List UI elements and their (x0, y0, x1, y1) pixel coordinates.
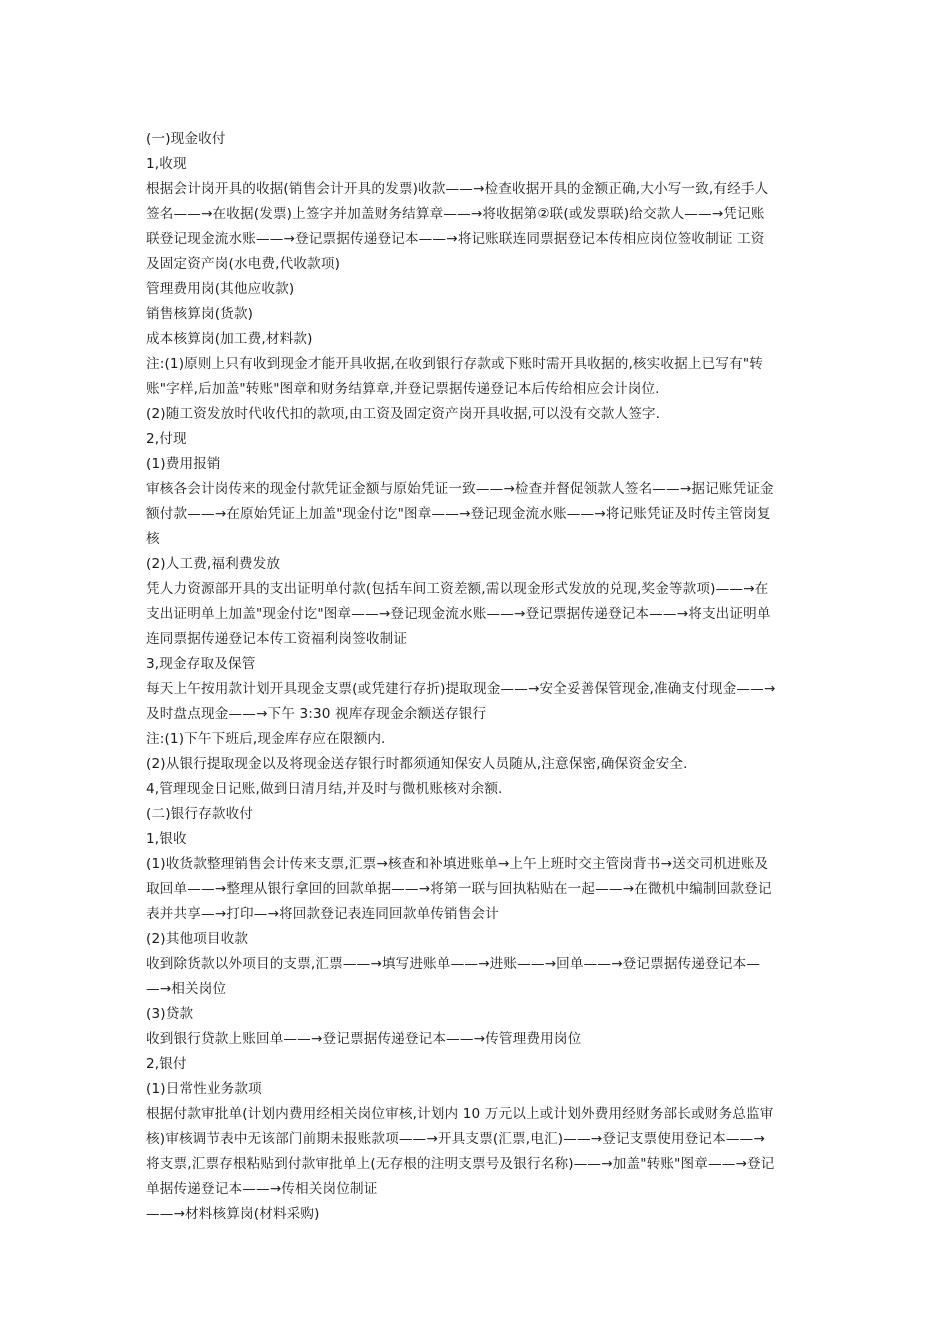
section-heading-cash: (一)现金收付 (146, 131, 226, 147)
paragraph-line: 取回单——→整理从银行拿回的回款单据——→将第一联与回执粘贴在一起——→在微机中编制回款登记 (146, 881, 772, 897)
section-heading-bank: (二)银行存款收付 (146, 806, 254, 822)
paragraph-line: 销售核算岗(货款) (146, 306, 254, 322)
paragraph-line: (1)收货款整理销售会计传来支票,汇票→核查和补填进账单→上午上班时交主管岗背书→送交司机进账及 (146, 856, 769, 872)
document-body (146, 127, 810, 1227)
paragraph-line: 审核各会计岗传来的现金付款凭证金额与原始凭证一致——→检查并督促领款人签名——→据记账凭证金 (146, 481, 774, 497)
subheading-cash-payment: 2,付现 (146, 431, 187, 447)
paragraph-line: ——→材料核算岗(材料采购) (146, 1206, 320, 1222)
subheading-cash-journal: 4,管理现金日记账,做到日清月结,并及时与微机账核对余额. (146, 781, 503, 797)
paragraph-line: 核 (146, 531, 160, 547)
item-heading: (1)费用报销 (146, 456, 221, 472)
item-heading: (2)其他项目收款 (146, 931, 249, 947)
paragraph-line: 联登记现金流水账——→登记票据传递登记本——→将记账联连同票据登记本传相应岗位签收制证 工资 (146, 231, 765, 247)
item-heading: (2)人工费,福利费发放 (146, 556, 281, 572)
paragraph-line: 表并共享—→打印—→将回款登记表连同回款单传销售会计 (146, 906, 499, 922)
paragraph-line: 收到除货款以外项目的支票,汇票——→填写进账单——→进账——→回单——→登记票据传递登记本— (146, 956, 761, 972)
paragraph-line: 及时盘点现金——→下午 3:30 视库存现金余额送存银行 (146, 706, 487, 722)
paragraph-line: 将支票,汇票存根粘贴到付款审批单上(无存根的注明支票号及银行名称)——→加盖"转账"图章——→登记 (146, 1156, 775, 1172)
paragraph-line: 成本核算岗(加工费,材料款) (146, 331, 313, 347)
subheading-bank-receipt: 1,银收 (146, 831, 187, 847)
paragraph-line: 支出证明单上加盖"现金付讫"图章——→登记现金流水账——→登记票据传递登记本——→将支出证明单 (146, 606, 771, 622)
subheading-cash-storage: 3,现金存取及保管 (146, 656, 256, 672)
note-line: 注:(1)原则上只有收到现金才能开具收据,在收到银行存款或下账时需开具收据的,核实收据上已写有"转 (146, 356, 764, 372)
paragraph-line: 额付款——→在原始凭证上加盖"现金付讫"图章——→登记现金流水账——→将记账凭证及时传主管岗复 (146, 506, 771, 522)
paragraph-line: 根据会计岗开具的收据(销售会计开具的发票)收款——→检查收据开具的金额正确,大小写一致,有经手人 (146, 181, 769, 197)
subheading-cash-receipt: 1,收现 (146, 156, 187, 172)
paragraph-line: 连同票据传递登记本传工资福利岗签收制证 (146, 631, 408, 647)
paragraph-line: 收到银行贷款上账回单——→登记票据传递登记本——→传管理费用岗位 (146, 1031, 582, 1047)
paragraph-line: 管理费用岗(其他应收款) (146, 281, 295, 297)
paragraph-line: 签名——→在收据(发票)上签字并加盖财务结算章——→将收据第②联(或发票联)给交款人——→凭记账 (146, 206, 765, 222)
item-heading: (3)贷款 (146, 1006, 194, 1022)
paragraph-line: 每天上午按用款计划开具现金支票(或凭建行存折)提取现金——→安全妥善保管现金,准确支付现金——→ (146, 681, 776, 697)
note-line: 账"字样,后加盖"转账"图章和财务结算章,并登记票据传递登记本后传给相应会计岗位. (146, 381, 660, 397)
paragraph-line: 及固定资产岗(水电费,代收款项) (146, 256, 341, 272)
note-line: (2)随工资发放时代收代扣的款项,由工资及固定资产岗开具收据,可以没有交款人签字. (146, 406, 661, 422)
paragraph-line: 根据付款审批单(计划内费用经相关岗位审核,计划内 10 万元以上或计划外费用经财务部长或财务总监审 (146, 1106, 774, 1122)
paragraph-line: 凭人力资源部开具的支出证明单付款(包括车间工资差额,需以现金形式发放的兑现,奖金等款项)——→在 (146, 581, 769, 597)
paragraph-line: 核)审核调节表中无该部门前期未报账款项——→开具支票(汇票,电汇)——→登记支票使用登记本——→ (146, 1131, 765, 1147)
paragraph-line: 单据传递登记本——→传相关岗位制证 (146, 1181, 378, 1197)
subheading-bank-payment: 2,银付 (146, 1056, 187, 1072)
note-line: 注:(1)下午下班后,现金库存应在限额内. (146, 731, 386, 747)
note-line: (2)从银行提取现金以及将现金送存银行时都须通知保安人员随从,注意保密,确保资金安全. (146, 756, 688, 772)
paragraph-line: —→相关岗位 (146, 981, 227, 997)
item-heading: (1)日常性业务款项 (146, 1081, 262, 1097)
